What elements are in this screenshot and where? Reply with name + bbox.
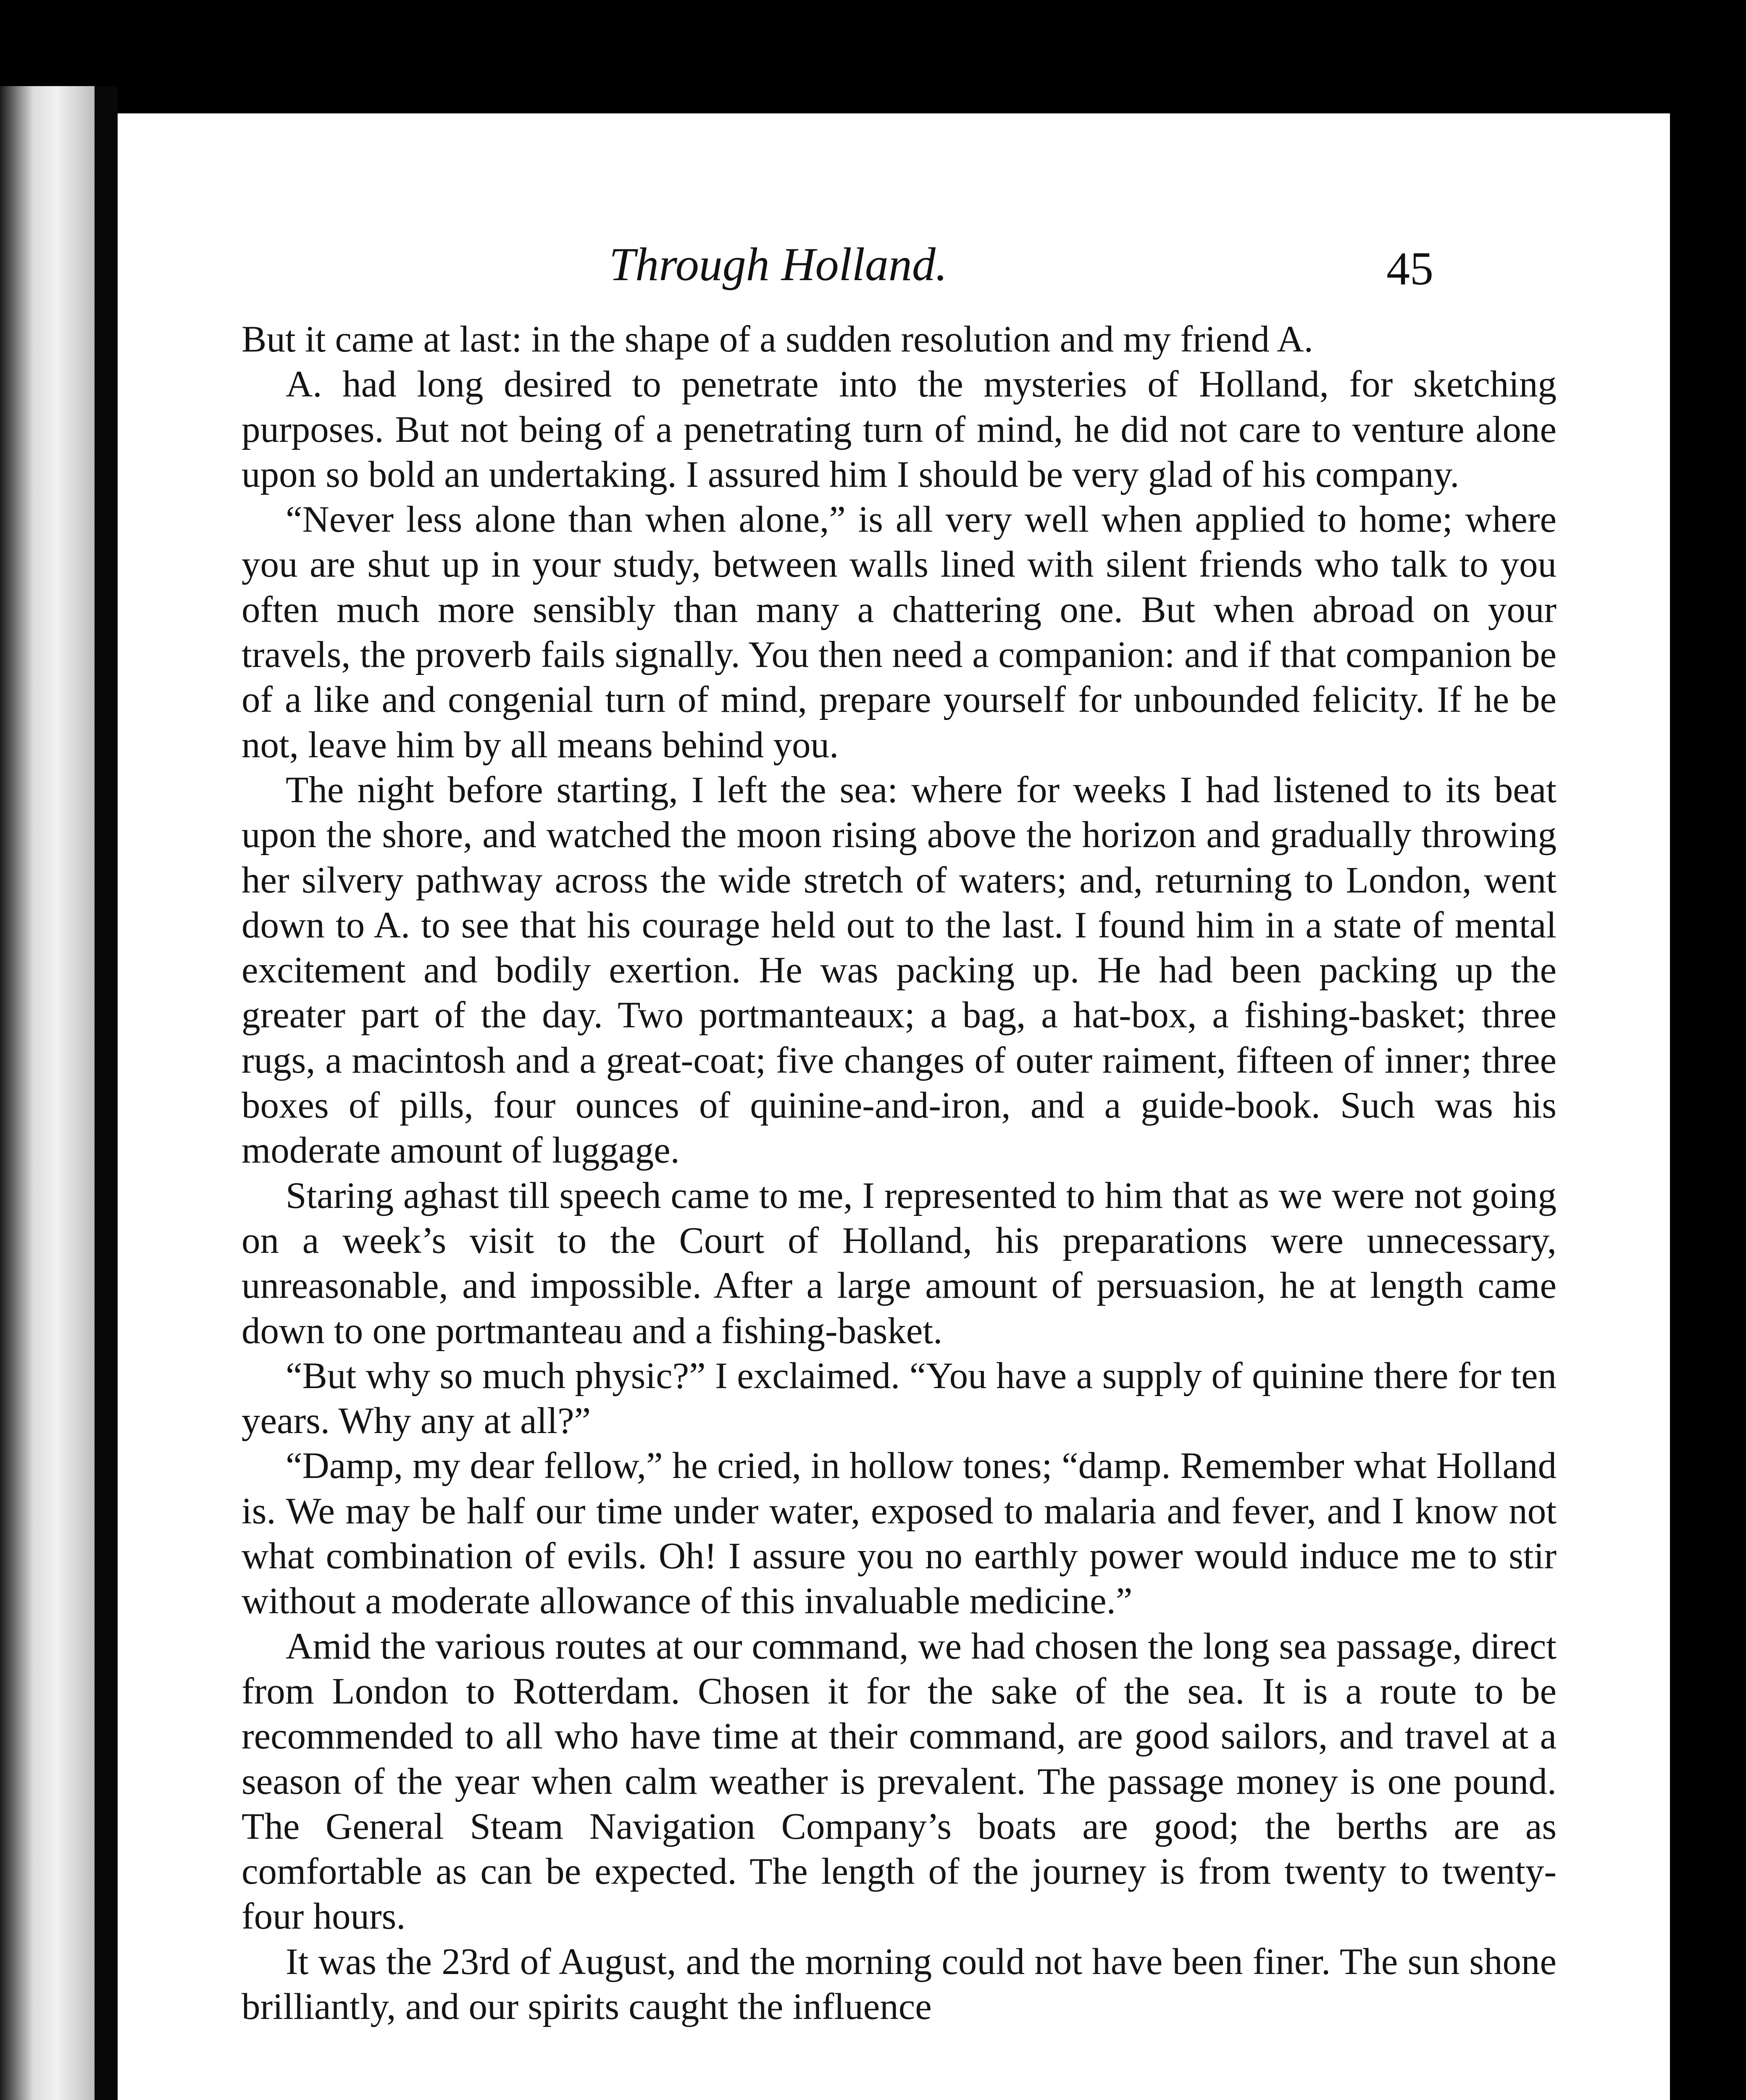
page-number: 45 bbox=[1386, 243, 1433, 295]
facing-page-edge bbox=[0, 86, 95, 2100]
paragraph: Amid the various routes at our command, we had chosen the long sea passage, direct from London to Rotterdam. Chosen it for the sake of the sea. It is a route to be recommended to all who have time at their command, are good sailors, and travel at a season of the year when calm weather is prevalent. The passage money is one pound. The General Steam Navigation Company’s boats are good; the berths are as comfortable as can be expected. The length of the journey is from twenty to twenty-four hours. bbox=[242, 1625, 1557, 1937]
paragraph: The night before starting, I left the sea: where for weeks I had listened to its beat upon the shore, and watched the moon rising above the horizon and gradually throwing her silvery pathway across the wide stretch of waters; and, returning to London, went down to A. to see that his courage held out to the last. I found him in a state of mental excitement and bodily exertion. He was packing up. He had been packing up the greater part of the day. Two portmanteaux; a bag, a hat-box, a fishing-basket; three rugs, a macintosh and a great-coat; five changes of outer raiment, fifteen of inner; three boxes of pills, four ounces of quinine-and-iron, and a guide-book. Such was his moderate amount of luggage. bbox=[242, 769, 1557, 1171]
paragraph: Staring aghast till speech came to me, I represented to him that as we were not going on a week’s visit to the Court of Holland, his preparations were unnecessary, unreasonable, and impossible. After a large amount of persuasion, he at length came down to one portmanteau and a fishing-basket. bbox=[242, 1175, 1557, 1352]
paragraph: A. had long desired to penetrate into the mysteries of Holland, for sketching purposes. But not being of a penetrating turn of mind, he did not care to venture alone upon so bold an undertaking. I assured him I should be very glad of his company. bbox=[242, 364, 1557, 495]
paragraph: “But why so much physic?” I exclaimed. “You have a supply of quinine there for ten years. Why any at all?” bbox=[242, 1355, 1557, 1442]
paragraph: “Damp, my dear fellow,” he cried, in hollow tones; “damp. Remember what Holland is. We may be half our time under water, exposed to malaria and fever, and I know not what combination of evils. Oh! I assure you no earthly power would induce me to stir without a moderate allowance of this invaluable medicine.” bbox=[242, 1445, 1557, 1622]
book-page bbox=[118, 113, 1670, 2100]
running-head bbox=[118, 233, 1670, 296]
body-text bbox=[242, 317, 1557, 2029]
running-title: Through Holland. bbox=[609, 239, 947, 291]
paragraph: “Never less alone than when alone,” is all very well when applied to home; where you are shut up in your study, between walls lined with silent friends who talk to you often much more sensibly than many a chattering one. But when abroad on your travels, the proverb fails signally. You then need a companion: and if that companion be of a like and congenial turn of mind, prepare yourself for unbounded felicity. If he be not, leave him by all means behind you. bbox=[242, 499, 1557, 766]
paragraph: But it came at last: in the shape of a sudden resolution and my friend A. bbox=[242, 319, 1313, 360]
paragraph: It was the 23rd of August, and the morning could not have been finer. The sun shone brilliantly, and our spirits caught the influence bbox=[242, 1941, 1557, 2027]
book-spine-shadow bbox=[95, 86, 118, 2100]
